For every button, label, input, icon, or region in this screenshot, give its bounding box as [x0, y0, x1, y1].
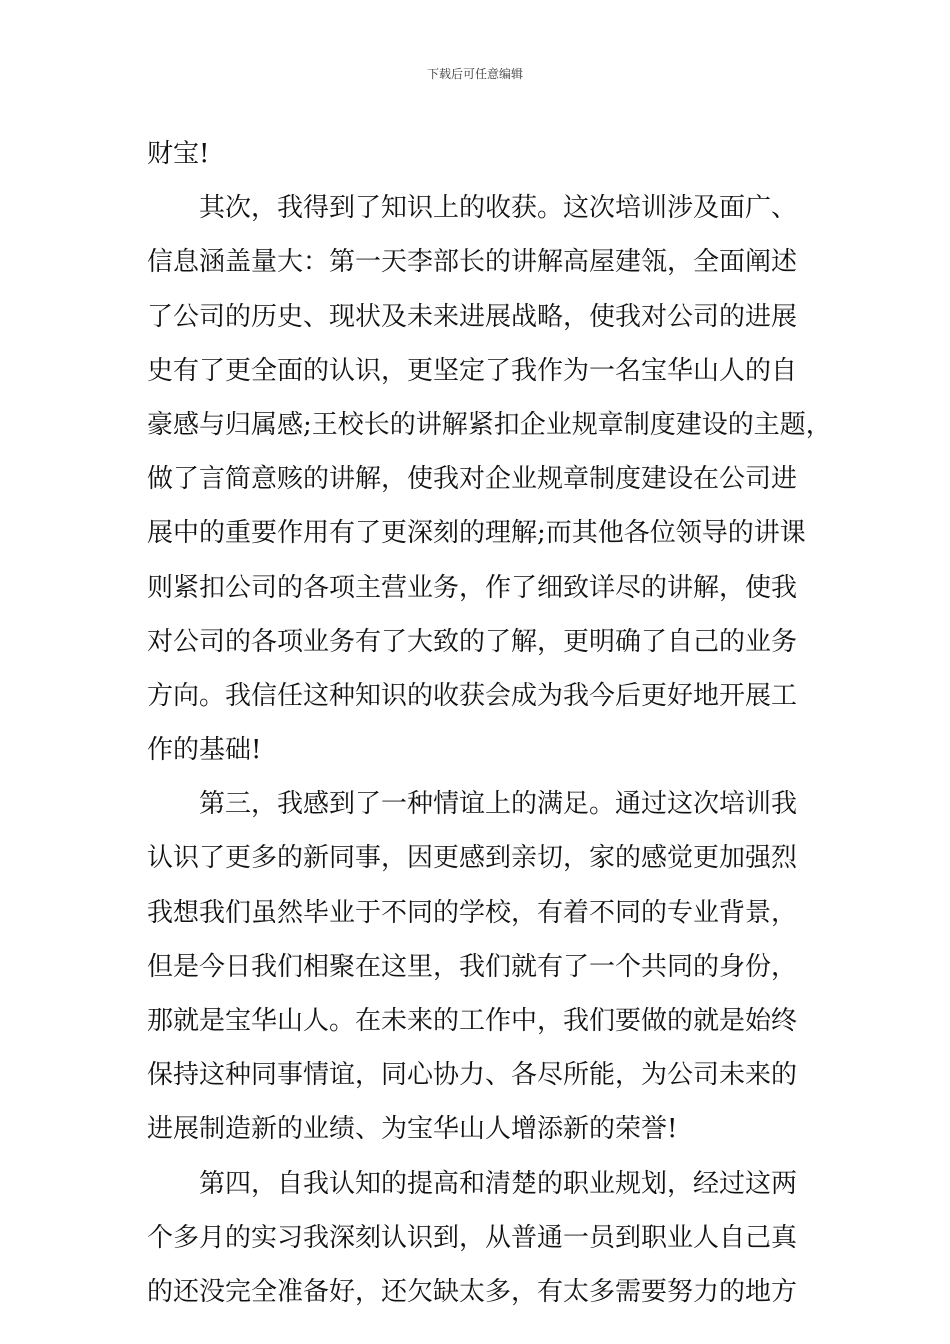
page-header-note: 下载后可任意编辑 [426, 67, 523, 81]
text-line: 展中的重要作用有了更深刻的理解;而其他各位领导的讲课 [147, 518, 806, 549]
text-line: 信息涵盖量大：第一天李部长的讲解高屋建瓴，全面阐述 [147, 247, 798, 278]
text-line: 我想我们虽然毕业于不同的学校，有着不同的专业背景， [147, 897, 798, 928]
text-line: 史有了更全面的认识，更坚定了我作为一名宝华山人的自 [147, 355, 798, 386]
text-line: 了公司的历史、现状及未来进展战略，使我对公司的进展 [147, 301, 798, 332]
text-line: 豪感与归属感;王校长的讲解紧扣企业规章制度建设的主题， [147, 409, 832, 440]
text-line: 作的基础! [147, 735, 262, 766]
text-line: 方向。我信任这种知识的收获会成为我今后更好地开展工 [147, 680, 798, 711]
text-line: 保持这种同事情谊，同心协力、各尽所能，为公司未来的 [147, 1060, 798, 1091]
text-line: 的还没完全准备好，还欠缺太多，有太多需要努力的地方 [147, 1276, 798, 1307]
text-line: 做了言简意赅的讲解，使我对企业规章制度建设在公司进 [147, 464, 798, 495]
text-line: 认识了更多的新同事，因更感到亲切，家的感觉更加强烈 [147, 843, 798, 874]
text-line: 对公司的各项业务有了大致的了解，更明确了自己的业务 [147, 626, 798, 657]
paragraph-start-line: 其次，我得到了知识上的收获。这次培训涉及面广、 [199, 193, 798, 224]
paragraph-start-line: 第三，我感到了一种情谊上的满足。通过这次培训我 [199, 789, 798, 820]
text-line: 但是今日我们相聚在这里，我们就有了一个共同的身份， [147, 951, 798, 982]
text-line: 则紧扣公司的各项主营业务，作了细致详尽的讲解，使我 [147, 572, 798, 603]
text-line: 财宝! [147, 139, 210, 169]
paragraph-start-line: 第四，自我认知的提高和清楚的职业规划，经过这两 [199, 1168, 798, 1199]
text-line: 个多月的实习我深刻认识到，从普通一员到职业人自己真 [147, 1222, 798, 1253]
document-body [147, 127, 832, 1319]
text-line: 进展制造新的业绩、为宝华山人增添新的荣誉! [147, 1114, 678, 1145]
text-line: 那就是宝华山人。在未来的工作中，我们要做的就是始终 [147, 1006, 798, 1036]
